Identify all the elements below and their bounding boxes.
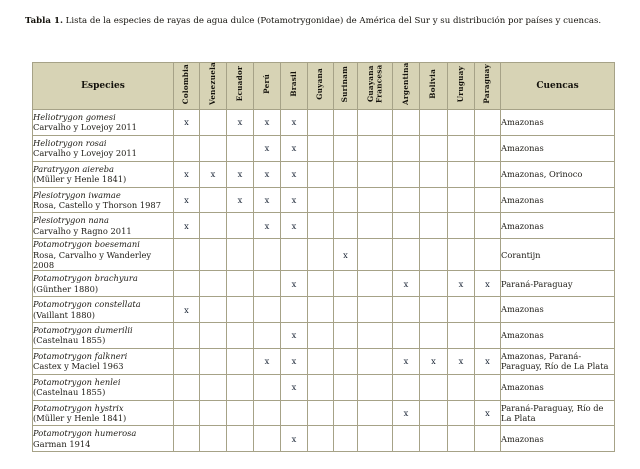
presence-cell — [200, 322, 227, 348]
presence-cell — [308, 135, 334, 161]
species-cell — [33, 348, 174, 374]
presence-cell — [200, 271, 227, 297]
presence-cell: x — [281, 187, 308, 213]
presence-cell — [393, 161, 420, 187]
vertical-label: Venezuela — [207, 62, 217, 105]
vertical-label: Bolivia — [428, 69, 438, 99]
presence-cell — [393, 297, 420, 323]
presence-cell — [448, 400, 475, 426]
presence-cell — [334, 110, 358, 136]
species-name: Potamotrygon dumerilii — [33, 325, 133, 336]
table-row — [33, 322, 615, 348]
cuencas-cell: Paraná-Paraguay, Río de La Plata — [501, 400, 615, 426]
species-cell — [33, 322, 174, 348]
presence-cell — [420, 297, 448, 323]
presence-cell — [254, 400, 281, 426]
presence-cell — [358, 213, 393, 239]
presence-cell — [174, 374, 200, 400]
presence-cell — [420, 426, 448, 452]
presence-cell: x — [281, 271, 308, 297]
col-header-guayana-francesa — [358, 63, 393, 110]
presence-cell — [420, 400, 448, 426]
caption-label: Tabla 1. — [25, 16, 63, 26]
table-row — [33, 348, 615, 374]
presence-cell — [358, 135, 393, 161]
presence-cell — [420, 161, 448, 187]
presence-cell — [200, 400, 227, 426]
presence-cell — [448, 297, 475, 323]
vertical-label: Guyana — [315, 68, 325, 100]
col-header-surinam — [334, 63, 358, 110]
presence-cell — [334, 135, 358, 161]
presence-cell — [448, 374, 475, 400]
col-header-uruguay — [448, 63, 475, 110]
presence-cell — [358, 426, 393, 452]
presence-cell — [475, 187, 501, 213]
presence-cell — [475, 297, 501, 323]
species-authority: Rosa, Carvalho y Wanderley 2008 — [33, 249, 152, 270]
presence-cell — [227, 426, 254, 452]
presence-cell — [420, 213, 448, 239]
presence-cell — [200, 213, 227, 239]
vertical-label: Colombia — [181, 63, 191, 105]
presence-cell: x — [281, 110, 308, 136]
presence-cell — [448, 187, 475, 213]
presence-cell: x — [281, 135, 308, 161]
vertical-label: Argentina — [400, 62, 410, 105]
presence-cell — [334, 374, 358, 400]
presence-cell — [334, 271, 358, 297]
presence-cell — [393, 426, 420, 452]
presence-cell — [334, 213, 358, 239]
species-cell — [33, 426, 174, 452]
presence-cell — [393, 374, 420, 400]
presence-cell — [308, 348, 334, 374]
species-cell — [33, 135, 174, 161]
presence-cell — [334, 322, 358, 348]
presence-cell: x — [281, 322, 308, 348]
header-row — [33, 63, 615, 110]
presence-cell — [308, 426, 334, 452]
species-name: Potamotrygon falkneri — [33, 350, 128, 361]
presence-cell — [254, 374, 281, 400]
presence-cell — [254, 322, 281, 348]
presence-cell — [174, 135, 200, 161]
species-name: Plesiotrygon iwamae — [33, 189, 121, 200]
species-authority: Carvalho y Ragno 2011 — [33, 225, 132, 236]
cuencas-cell: Amazonas, Orinoco — [501, 161, 615, 187]
presence-cell: x — [393, 400, 420, 426]
cuencas-cell: Amazonas — [501, 297, 615, 323]
species-name: Potamotrygon humerosa — [33, 428, 137, 439]
species-authority: Castex y Maciel 1963 — [33, 361, 124, 372]
cuencas-cell: Amazonas — [501, 426, 615, 452]
presence-cell — [475, 135, 501, 161]
col-header-brasil — [281, 63, 308, 110]
presence-cell — [475, 161, 501, 187]
presence-cell — [254, 271, 281, 297]
vertical-label: Uruguay — [455, 65, 465, 103]
presence-cell — [254, 426, 281, 452]
species-name: Potamotrygon boesemani — [33, 239, 140, 250]
presence-cell — [420, 271, 448, 297]
col-header-paraguay — [475, 63, 501, 110]
presence-cell — [308, 271, 334, 297]
presence-cell — [174, 322, 200, 348]
cuencas-cell: Paraná-Paraguay — [501, 271, 615, 297]
col-header-ecuador — [227, 63, 254, 110]
presence-cell: x — [227, 187, 254, 213]
presence-cell — [308, 297, 334, 323]
presence-cell — [358, 110, 393, 136]
presence-cell — [308, 213, 334, 239]
species-cell — [33, 400, 174, 426]
species-name: Potamotrygon constellata — [33, 299, 141, 310]
presence-cell: x — [393, 348, 420, 374]
table-row — [33, 374, 615, 400]
cuencas-cell: Corantijn — [501, 239, 615, 271]
col-header-peru — [254, 63, 281, 110]
presence-cell — [420, 187, 448, 213]
presence-cell — [200, 426, 227, 452]
presence-cell — [393, 110, 420, 136]
species-cell — [33, 213, 174, 239]
presence-cell — [334, 348, 358, 374]
presence-cell: x — [254, 110, 281, 136]
cuencas-cell: Amazonas — [501, 213, 615, 239]
presence-cell — [334, 400, 358, 426]
species-authority: Rosa, Castello y Thorson 1987 — [33, 199, 161, 210]
presence-cell — [308, 322, 334, 348]
presence-cell — [358, 187, 393, 213]
presence-cell — [448, 213, 475, 239]
cuencas-cell: Amazonas — [501, 322, 615, 348]
species-name: Potamotrygon henlei — [33, 376, 121, 387]
col-header-bolivia — [420, 63, 448, 110]
presence-cell — [334, 161, 358, 187]
table-row — [33, 213, 615, 239]
species-name: Potamotrygon brachyura — [33, 273, 138, 284]
presence-cell — [227, 322, 254, 348]
presence-cell — [174, 239, 200, 271]
presence-cell — [475, 426, 501, 452]
col-header-guyana — [308, 63, 334, 110]
species-distribution-table — [32, 62, 615, 452]
presence-cell: x — [254, 348, 281, 374]
presence-cell — [200, 297, 227, 323]
presence-cell — [227, 239, 254, 271]
presence-cell — [174, 400, 200, 426]
table-body — [33, 110, 615, 452]
col-header-especies: Especies — [33, 63, 174, 110]
presence-cell — [200, 187, 227, 213]
presence-cell — [281, 297, 308, 323]
species-name: Heliotrygon rosai — [33, 137, 107, 148]
species-cell — [33, 297, 174, 323]
presence-cell — [200, 239, 227, 271]
table-row — [33, 110, 615, 136]
species-authority: (Günther 1880) — [33, 283, 99, 294]
presence-cell — [448, 161, 475, 187]
presence-cell — [308, 161, 334, 187]
species-name: Heliotrygon gomesi — [33, 112, 116, 123]
presence-cell — [200, 135, 227, 161]
presence-cell: x — [174, 110, 200, 136]
table-caption — [25, 16, 601, 26]
presence-cell — [475, 374, 501, 400]
presence-cell: x — [174, 187, 200, 213]
species-authority: Carvalho y Lovejoy 2011 — [33, 122, 137, 133]
presence-cell — [393, 187, 420, 213]
presence-cell — [358, 271, 393, 297]
presence-cell: x — [174, 161, 200, 187]
col-header-cuencas: Cuencas — [501, 63, 615, 110]
presence-cell: x — [200, 161, 227, 187]
presence-cell — [200, 374, 227, 400]
presence-cell: x — [281, 348, 308, 374]
presence-cell — [174, 271, 200, 297]
presence-cell — [227, 213, 254, 239]
presence-cell — [227, 135, 254, 161]
presence-cell — [393, 135, 420, 161]
col-header-argentina — [393, 63, 420, 110]
species-authority: (Müller y Henle 1841) — [33, 412, 127, 423]
presence-cell — [227, 297, 254, 323]
presence-cell: x — [475, 271, 501, 297]
presence-cell — [308, 400, 334, 426]
presence-cell: x — [174, 297, 200, 323]
presence-cell — [358, 161, 393, 187]
col-header-colombia — [174, 63, 200, 110]
cuencas-cell: Amazonas — [501, 374, 615, 400]
presence-cell: x — [475, 348, 501, 374]
species-cell — [33, 374, 174, 400]
presence-cell — [358, 348, 393, 374]
species-authority: Garman 1914 — [33, 438, 91, 449]
presence-cell — [358, 374, 393, 400]
vertical-label: Surinam — [340, 65, 350, 103]
presence-cell — [393, 213, 420, 239]
species-cell — [33, 161, 174, 187]
presence-cell: x — [281, 426, 308, 452]
caption-text: Lista de la especies de rayas de agua dulce (Potamotrygonidae) de América del Sur y su distribución por países y cuencas. — [62, 16, 602, 26]
presence-cell — [254, 297, 281, 323]
presence-cell: x — [281, 213, 308, 239]
presence-cell — [358, 400, 393, 426]
vertical-label: Ecuador — [234, 66, 244, 102]
presence-cell: x — [475, 400, 501, 426]
species-cell — [33, 271, 174, 297]
presence-cell — [334, 297, 358, 323]
table-row — [33, 161, 615, 187]
presence-cell — [475, 239, 501, 271]
species-authority: (Vaillant 1880) — [33, 309, 95, 320]
presence-cell — [475, 213, 501, 239]
table-row — [33, 271, 615, 297]
presence-cell — [358, 297, 393, 323]
species-authority: (Castelnau 1855) — [33, 387, 106, 398]
species-authority: (Müller y Henle 1841) — [33, 174, 127, 185]
presence-cell — [200, 348, 227, 374]
presence-cell: x — [393, 271, 420, 297]
presence-cell — [308, 110, 334, 136]
species-cell — [33, 110, 174, 136]
presence-cell — [420, 322, 448, 348]
cuencas-cell: Amazonas — [501, 110, 615, 136]
presence-cell — [308, 374, 334, 400]
presence-cell: x — [227, 110, 254, 136]
species-cell — [33, 187, 174, 213]
presence-cell — [254, 239, 281, 271]
presence-cell — [227, 271, 254, 297]
species-name: Plesiotrygon nana — [33, 215, 109, 226]
cuencas-cell: Amazonas, Paraná-Paraguay, Río de La Plata — [501, 348, 615, 374]
presence-cell — [475, 322, 501, 348]
table-row — [33, 187, 615, 213]
table-row — [33, 297, 615, 323]
presence-cell — [227, 374, 254, 400]
presence-cell: x — [420, 348, 448, 374]
presence-cell — [420, 110, 448, 136]
presence-cell — [174, 426, 200, 452]
presence-cell — [448, 135, 475, 161]
vertical-label: Brasil — [288, 71, 298, 97]
presence-cell: x — [254, 213, 281, 239]
species-name: Paratrygon aiereba — [33, 163, 114, 174]
presence-cell: x — [281, 374, 308, 400]
presence-cell: x — [227, 161, 254, 187]
species-authority: Carvalho y Lovejoy 2011 — [33, 148, 137, 159]
cuencas-cell: Amazonas — [501, 187, 615, 213]
species-cell — [33, 239, 174, 271]
cuencas-cell: Amazonas — [501, 135, 615, 161]
table-row — [33, 239, 615, 271]
presence-cell: x — [174, 213, 200, 239]
presence-cell — [200, 110, 227, 136]
presence-cell — [358, 322, 393, 348]
presence-cell — [227, 348, 254, 374]
presence-cell: x — [254, 135, 281, 161]
presence-cell — [308, 239, 334, 271]
presence-cell: x — [334, 239, 358, 271]
table-row — [33, 400, 615, 426]
species-authority: (Castelnau 1855) — [33, 335, 106, 346]
presence-cell: x — [254, 187, 281, 213]
presence-cell — [358, 239, 393, 271]
presence-cell — [420, 135, 448, 161]
col-header-venezuela — [200, 63, 227, 110]
presence-cell — [334, 187, 358, 213]
presence-cell: x — [254, 161, 281, 187]
presence-cell — [420, 374, 448, 400]
presence-cell — [448, 426, 475, 452]
presence-cell — [308, 187, 334, 213]
vertical-label: Paraguay — [482, 64, 492, 104]
presence-cell: x — [448, 271, 475, 297]
presence-cell — [227, 400, 254, 426]
presence-cell — [393, 239, 420, 271]
species-name: Potamotrygon hystrix — [33, 402, 124, 413]
presence-cell — [393, 322, 420, 348]
presence-cell — [174, 348, 200, 374]
presence-cell: x — [281, 161, 308, 187]
presence-cell — [448, 322, 475, 348]
table-row — [33, 426, 615, 452]
presence-cell — [334, 426, 358, 452]
vertical-label: Perú — [261, 74, 271, 94]
presence-cell: x — [448, 348, 475, 374]
presence-cell — [281, 400, 308, 426]
presence-cell — [475, 110, 501, 136]
table-row — [33, 135, 615, 161]
presence-cell — [281, 239, 308, 271]
presence-cell — [448, 239, 475, 271]
vertical-label: Guayana Francesa — [365, 64, 383, 104]
presence-cell — [448, 110, 475, 136]
presence-cell — [420, 239, 448, 271]
